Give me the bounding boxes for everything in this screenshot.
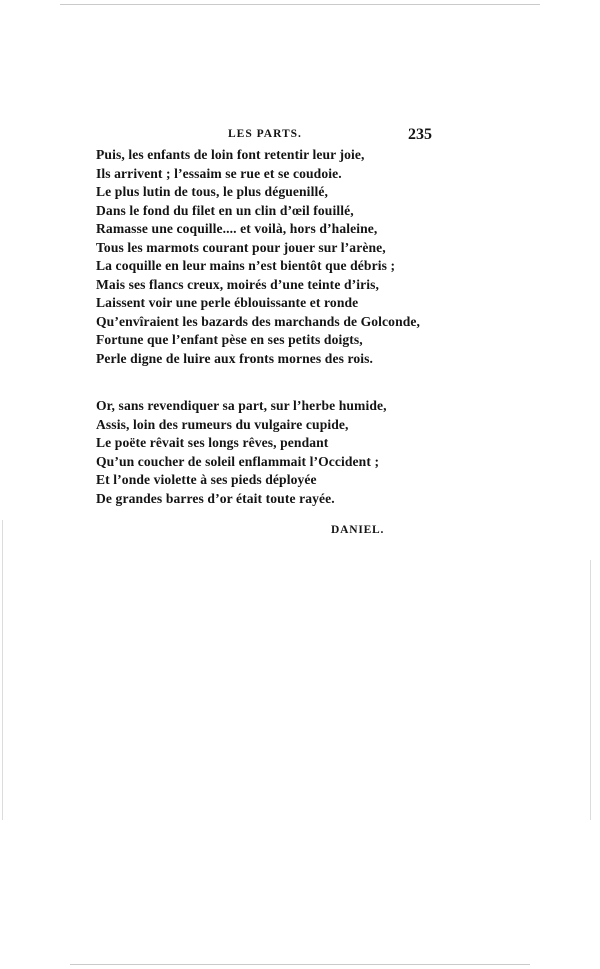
verse-line: Qu’un coucher de soleil enflammait l’Occident ; — [96, 453, 380, 469]
scan-edge-right — [590, 560, 591, 820]
scan-edge-left — [2, 520, 3, 820]
page-number: 235 — [408, 126, 432, 143]
verse-line: Laissent voir une perle éblouissante et ronde — [96, 295, 359, 310]
page-header — [96, 126, 432, 146]
verse-line: Le plus lutin de tous, le plus déguenillé, — [96, 184, 328, 199]
verse-line: Puis, les enfants de loin font retentir leur joie, — [96, 147, 365, 162]
verse-line: La coquille en leur mains n’est bientôt que débris ; — [96, 258, 396, 273]
verse-line: Ils arrivent ; l’essaim se rue et se coudoie. — [96, 165, 342, 181]
verse-line: Fortune que l’enfant pèse en ses petits doigts, — [96, 332, 363, 347]
verse-line: Qu’envîraient les bazards des marchands de Golconde, — [96, 313, 421, 329]
verse-line: Mais ses flancs creux, moirés d’une teinte d’iris, — [96, 276, 380, 292]
stanza-1 — [96, 146, 420, 368]
verse-line: Et l’onde violette à ses pieds déployée — [96, 472, 317, 487]
running-title: LES PARTS. — [228, 128, 302, 140]
verse-line: Dans le fond du filet en un clin d’œil fouillé, — [96, 202, 354, 218]
verse-line: Perle digne de luire aux fronts mornes des rois. — [96, 350, 374, 366]
verse-line: Tous les marmots courant pour jouer sur l’arène, — [96, 239, 386, 255]
verse-line: Ramasse une coquille.... et voilà, hors d’haleine, — [96, 221, 378, 236]
scan-edge-bottom — [70, 964, 530, 965]
verse-line: Assis, loin des rumeurs du vulgaire cupide, — [96, 416, 349, 432]
verse-line: De grandes barres d’or était toute rayée. — [96, 490, 335, 506]
verse-line: Le poëte rêvait ses longs rêves, pendant — [96, 435, 329, 450]
stanza-2 — [96, 397, 387, 508]
author-signature: DANIEL. — [331, 524, 385, 536]
scan-edge-top — [60, 4, 540, 5]
verse-line: Or, sans revendiquer sa part, sur l’herbe humide, — [96, 398, 387, 413]
